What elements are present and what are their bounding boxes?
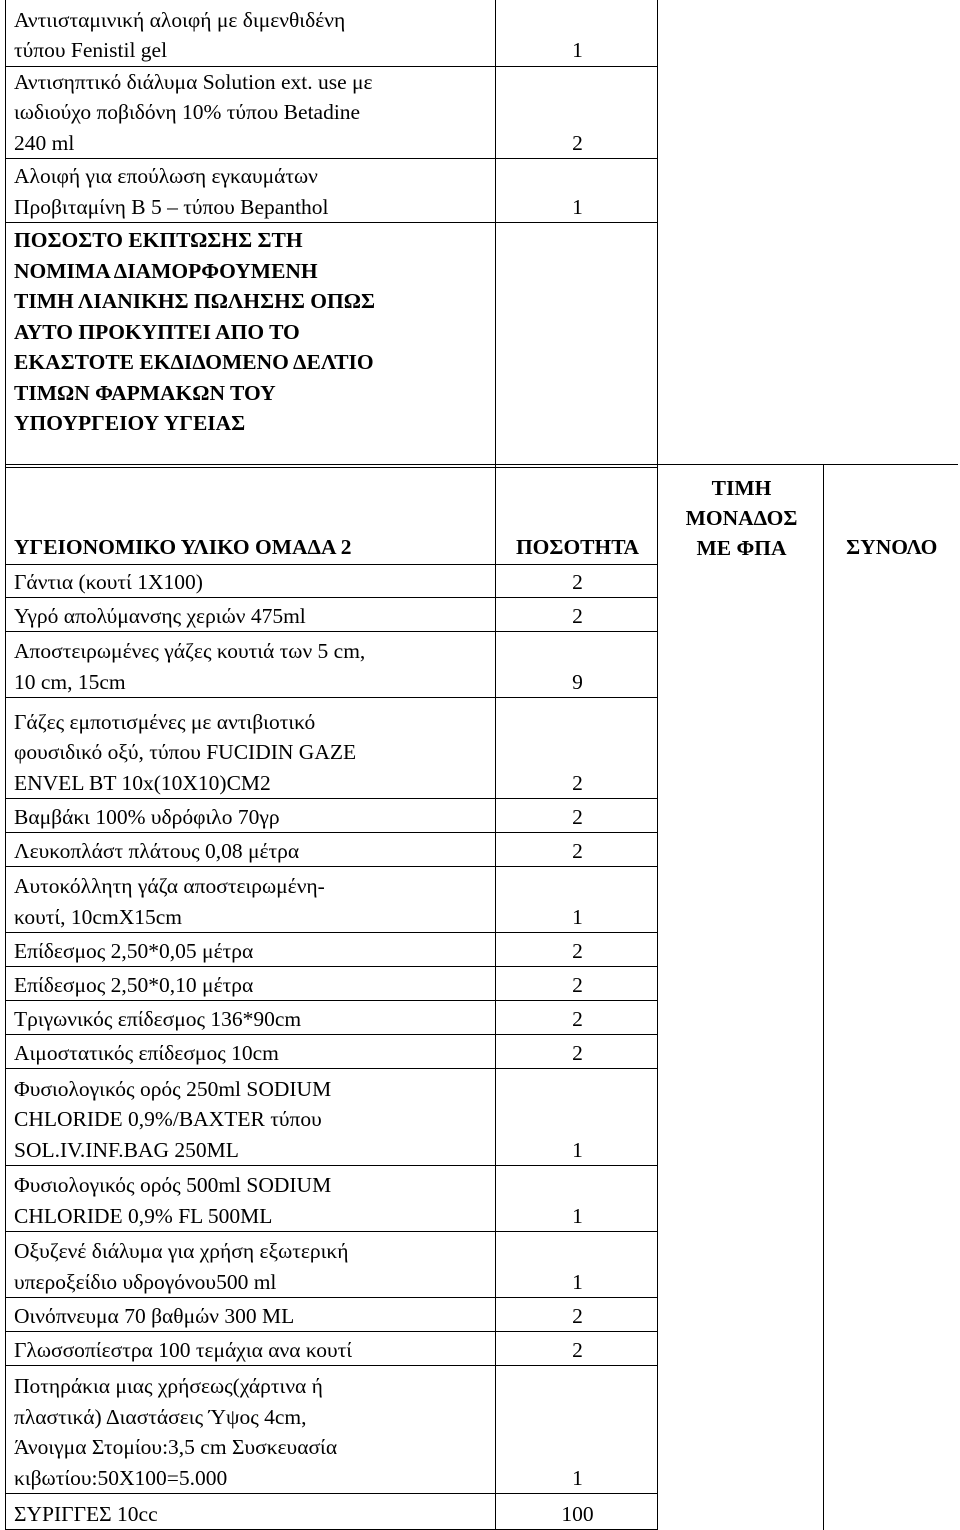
item-name: Επίδεσμος 2,50*0,10 μέτρα [6, 967, 496, 1001]
table-row [6, 833, 958, 867]
item-quantity: 1 [496, 159, 658, 223]
item-total [824, 1001, 958, 1035]
item-quantity: 1 [496, 1166, 658, 1232]
item-quantity: 1 [496, 1366, 658, 1494]
item-total [824, 598, 958, 632]
table-row [6, 967, 958, 1001]
table-row [6, 1069, 958, 1166]
item-total [824, 1035, 958, 1069]
item-quantity: 2 [496, 967, 658, 1001]
table-row [6, 1166, 958, 1232]
item-name: ΣΥΡΙΓΓΕΣ 10cc [6, 1494, 496, 1530]
item-unit-price [658, 1001, 824, 1035]
item-total [824, 1298, 958, 1332]
item-quantity: 1 [496, 1069, 658, 1166]
item-total [824, 565, 958, 598]
header-item-name: ΥΓΕΙΟΝΟΜΙΚΟ ΥΛΙΚΟ ΟΜΑΔΑ 2 [6, 465, 496, 565]
item-unit-price [658, 1298, 824, 1332]
table-row [6, 799, 958, 833]
table-row [6, 1232, 958, 1298]
item-quantity: 2 [496, 1035, 658, 1069]
item-quantity: 2 [496, 698, 658, 799]
item-unit-price [658, 967, 824, 1001]
table-row [6, 598, 958, 632]
item-total [824, 799, 958, 833]
table-row [6, 223, 658, 468]
group1-table [5, 0, 658, 468]
item-unit-price [658, 1232, 824, 1298]
item-quantity: 2 [496, 565, 658, 598]
group2-header-row [6, 465, 958, 565]
item-name: Γάζες εμποτισμένες με αντιβιοτικό φουσιδικό οξύ, τύπου FUCIDIN GAZE ENVEL BT 10x(10X10)CM2 [6, 698, 496, 799]
item-name: Οξυζενέ διάλυμα για χρήση εξωτερική υπεροξείδιο υδρογόνου500 ml [6, 1232, 496, 1298]
item-quantity: 1 [496, 0, 658, 66]
item-name: Αυτοκόλλητη γάζα αποστειρωμένη- κουτί, 10cmX15cm [6, 867, 496, 933]
item-quantity: 2 [496, 66, 658, 159]
item-name: Αλοιφή για επούλωση εγκαυμάτων Προβιταμίνη Β 5 – τύπου Bepanthol [6, 159, 496, 223]
table-row [6, 933, 958, 967]
item-unit-price [658, 1332, 824, 1366]
item-name: ΠΟΣΟΣΤΟ ΕΚΠΤΩΣΗΣ ΣΤΗ ΝΟΜΙΜΑ ΔΙΑΜΟΡΦΟΥΜΕΝΗ ΤΙΜΗ ΛΙΑΝΙΚΗΣ ΠΩΛΗΣΗΣ ΟΠΩΣ ΑΥΤΟ ΠΡΟΚΥΠΤΕΙ ΑΠΟ ΤΟ ΕΚΑΣΤΟΤΕ ΕΚΔΙΔΟΜΕΝΟ ΔΕΛΤΙΟ ΤΙΜΩΝ ΦΑΡΜΑΚΩΝ ΤΟΥ ΥΠΟΥΡΓΕΙΟΥ ΥΓΕΙΑΣ [6, 223, 496, 468]
header-quantity: ΠΟΣΟΤΗΤΑ [496, 465, 658, 565]
item-quantity: 2 [496, 1001, 658, 1035]
table-row [6, 1001, 958, 1035]
group2-table [5, 464, 958, 1530]
item-unit-price [658, 1035, 824, 1069]
table-row [6, 1366, 958, 1494]
item-name: Επίδεσμος 2,50*0,05 μέτρα [6, 933, 496, 967]
item-unit-price [658, 632, 824, 698]
header-unit-price: ΤΙΜΗ ΜΟΝΑΔΟΣ ΜΕ ΦΠΑ [658, 465, 824, 565]
item-unit-price [658, 867, 824, 933]
table-row [6, 632, 958, 698]
item-unit-price [658, 1166, 824, 1232]
item-quantity: 100 [496, 1494, 658, 1530]
item-unit-price [658, 1366, 824, 1494]
item-total [824, 1332, 958, 1366]
item-total [824, 833, 958, 867]
item-total [824, 1232, 958, 1298]
item-total [824, 1069, 958, 1166]
item-unit-price [658, 833, 824, 867]
table-row [6, 1332, 958, 1366]
item-unit-price [658, 933, 824, 967]
item-unit-price [658, 698, 824, 799]
item-name: Οινόπνευμα 70 βαθμών 300 ML [6, 1298, 496, 1332]
item-unit-price [658, 1494, 824, 1530]
table-row [6, 867, 958, 933]
item-quantity: 2 [496, 1332, 658, 1366]
item-name: Υγρό απολύμανσης χεριών 475ml [6, 598, 496, 632]
header-total: ΣΥΝΟΛΟ [824, 465, 958, 565]
item-total [824, 967, 958, 1001]
item-unit-price [658, 1069, 824, 1166]
item-total [824, 1494, 958, 1530]
item-name: Φυσιολογικός ορός 500ml SODIUM CHLORIDE 0,9% FL 500ML [6, 1166, 496, 1232]
item-name: Φυσιολογικός ορός 250ml SODIUM CHLORIDE 0,9%/BAXTER τύπου SOL.IV.INF.BAG 250ML [6, 1069, 496, 1166]
item-quantity: 2 [496, 933, 658, 967]
table-row [6, 1494, 958, 1530]
item-quantity: 2 [496, 833, 658, 867]
item-name: Γάντια (κουτί 1Χ100) [6, 565, 496, 598]
table-row [6, 1035, 958, 1069]
item-quantity [496, 223, 658, 468]
item-quantity: 9 [496, 632, 658, 698]
item-quantity: 1 [496, 867, 658, 933]
table-row [6, 0, 658, 66]
item-name: Αποστειρωμένες γάζες κουτιά των 5 cm, 10 cm, 15cm [6, 632, 496, 698]
item-quantity: 2 [496, 799, 658, 833]
item-name: Τριγωνικός επίδεσμος 136*90cm [6, 1001, 496, 1035]
table-row [6, 565, 958, 598]
item-unit-price [658, 598, 824, 632]
table-row [6, 66, 658, 159]
table-row [6, 159, 658, 223]
item-total [824, 1166, 958, 1232]
table-row [6, 698, 958, 799]
item-name: Βαμβάκι 100% υδρόφιλο 70γρ [6, 799, 496, 833]
item-name: Αντιισταμινική αλοιφή με διμενθιδένη τύπου Fenistil gel [6, 0, 496, 66]
item-total [824, 632, 958, 698]
item-name: Αντισηπτικό διάλυμα Solution ext. use με ιωδιούχο ποβιδόνη 10% τύπου Betadine 240 ml [6, 66, 496, 159]
item-quantity: 2 [496, 1298, 658, 1332]
item-name: Γλωσσοπίεστρα 100 τεμάχια ανα κουτί [6, 1332, 496, 1366]
item-name: Ποτηράκια μιας χρήσεως(χάρτινα ή πλαστικά) Διαστάσεις Ύψος 4cm, Άνοιγμα Στομίου:3,5 cm Συσκευασία κιβωτίου:50Χ100=5.000 [6, 1366, 496, 1494]
item-total [824, 698, 958, 799]
item-unit-price [658, 565, 824, 598]
item-quantity: 2 [496, 598, 658, 632]
table-row [6, 1298, 958, 1332]
item-unit-price [658, 799, 824, 833]
item-quantity: 1 [496, 1232, 658, 1298]
item-name: Αιμοστατικός επίδεσμος 10cm [6, 1035, 496, 1069]
item-total [824, 1366, 958, 1494]
item-name: Λευκοπλάστ πλάτους 0,08 μέτρα [6, 833, 496, 867]
item-total [824, 867, 958, 933]
item-total [824, 933, 958, 967]
